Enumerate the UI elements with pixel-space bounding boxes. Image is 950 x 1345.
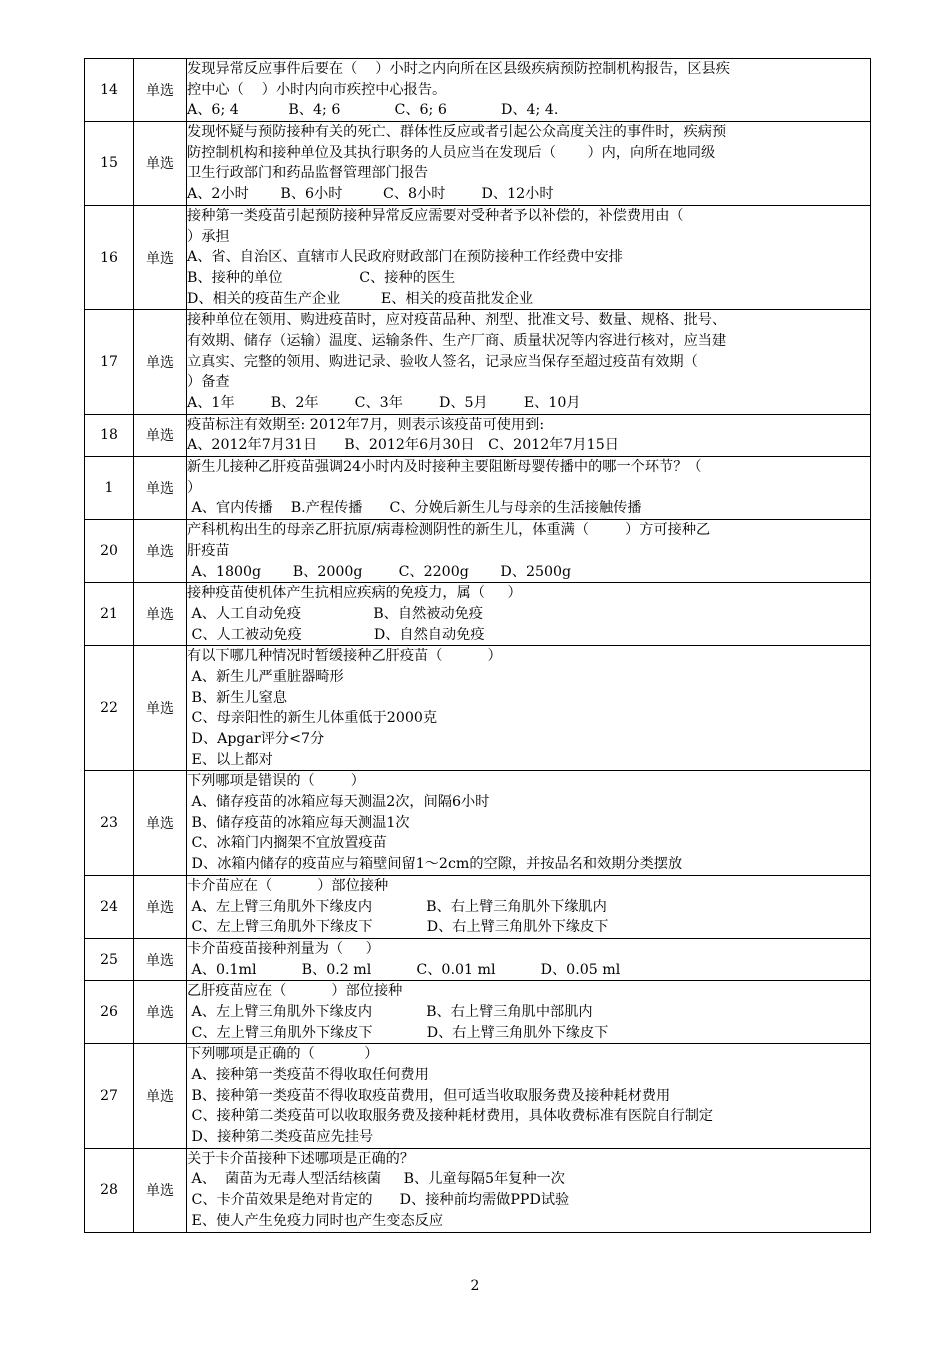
question-line: B、新生儿窒息 — [187, 689, 288, 706]
question-line: A、官内传播 B.产程传播 C、分娩后新生儿与母亲的生活接触传播 — [187, 500, 642, 517]
question-line: A、人工自动免疫 B、自然被动免疫 — [187, 605, 483, 622]
question-line: C、接种第二类疫苗可以收取服务费及接种耗材费用，具体收费标准有医院自行制定 — [187, 1108, 714, 1125]
question-line: A、0.1ml B、0.2 ml C、0.01 ml D、0.05 ml — [187, 961, 621, 978]
question-line: E、以上都对 — [187, 751, 273, 768]
question-number: 27 — [85, 1044, 134, 1148]
question-line: 卫生行政部门和药品监督管理部门报告 — [187, 165, 429, 182]
question-content — [187, 520, 871, 583]
question-content — [187, 414, 871, 456]
question-number: 22 — [85, 646, 134, 771]
question-stem: 新生儿接种乙肝疫苗强调24小时内及时接种主要阻断母婴传播中的哪一个环节？（ — [187, 459, 702, 476]
question-content — [187, 1044, 871, 1148]
question-stem: 下列哪项是正确的（ ） — [187, 1046, 379, 1063]
question-number: 21 — [85, 583, 134, 646]
question-type: 单选 — [134, 59, 187, 122]
question-row — [85, 457, 871, 520]
question-content — [187, 457, 871, 520]
question-line: A、1800g B、2000g C、2200g D、2500g — [187, 563, 572, 580]
question-line: A、2小时 B、6小时 C、8小时 D、12小时 — [187, 186, 554, 203]
question-line: A、1年 B、2年 C、3年 D、5月 E、10月 — [187, 395, 581, 411]
question-line: D、冰箱内储存的疫苗应与箱壁间留1～2cm的空隙，并按品名和效期分类摆放 — [187, 856, 683, 873]
question-stem: 疫苗标注有效期至: 2012年7月，则表示该疫苗可使用到: — [187, 416, 545, 433]
question-number: 24 — [85, 875, 134, 938]
question-row — [85, 646, 871, 771]
question-row — [85, 981, 871, 1044]
question-line: E、使人产生免疫力同时也产生变态反应 — [187, 1212, 444, 1229]
question-number: 23 — [85, 771, 134, 875]
question-content — [187, 646, 871, 771]
question-line: B、接种的单位 C、接种的医生 — [187, 269, 456, 286]
question-stem: 发现异常反应事件后要在（ ）小时之内向所在区县级疾病预防控制机构报告，区县疾 — [187, 61, 730, 77]
question-type: 单选 — [134, 1044, 187, 1148]
question-rows — [85, 59, 871, 1233]
question-row — [85, 583, 871, 646]
question-content — [187, 205, 871, 309]
question-line: D、相关的疫苗生产企业 E、相关的疫苗批发企业 — [187, 290, 534, 307]
question-content — [187, 938, 871, 980]
question-content — [187, 875, 871, 938]
question-stem: 产科机构出生的母亲乙肝抗原/病毒检测阴性的新生儿，体重满（ ）方可接种乙 — [187, 522, 711, 539]
question-stem: 下列哪项是错误的（ ） — [187, 773, 365, 790]
question-line: C、左上臂三角肌外下缘皮下 D、右上臂三角肌外下缘皮下 — [187, 1024, 609, 1041]
question-type: 单选 — [134, 310, 187, 414]
question-type: 单选 — [134, 875, 187, 938]
question-row — [85, 875, 871, 938]
question-line: 肝疫苗 — [187, 542, 230, 559]
question-stem: 乙肝疫苗应在（ ）部位接种 — [187, 983, 403, 1000]
question-type: 单选 — [134, 981, 187, 1044]
question-stem: 接种第一类疫苗引起预防接种异常反应需要对受种者予以补偿的，补偿费用由（ — [187, 207, 684, 224]
question-number: 17 — [85, 310, 134, 414]
question-type: 单选 — [134, 1148, 187, 1232]
question-number: 25 — [85, 938, 134, 980]
question-line: D、Apgar评分<7分 — [187, 731, 325, 747]
question-row — [85, 414, 871, 456]
question-number: 28 — [85, 1148, 134, 1232]
question-number: 15 — [85, 122, 134, 206]
question-number: 14 — [85, 59, 134, 122]
question-type: 单选 — [134, 122, 187, 206]
question-type: 单选 — [134, 457, 187, 520]
question-content — [187, 310, 871, 414]
question-content — [187, 122, 871, 206]
question-type: 单选 — [134, 938, 187, 980]
question-line: 防控制机构和接种单位及其执行职务的人员应当在发现后（ ）内，向所在地同级 — [187, 144, 716, 161]
question-content — [187, 981, 871, 1044]
question-type: 单选 — [134, 520, 187, 583]
question-line: A、 菌苗为无毒人型活结核菌 B、儿童每隔5年复种一次 — [187, 1171, 565, 1188]
question-number: 20 — [85, 520, 134, 583]
question-number: 1 — [85, 457, 134, 520]
question-line: C、人工被动免疫 D、自然自动免疫 — [187, 626, 485, 643]
question-stem: 接种单位在领用、购进疫苗时，应对疫苗品种、剂型、批准文号、数量、规格、批号、 — [187, 312, 727, 329]
question-stem: 接种疫苗使机体产生抗相应疾病的免疫力，属（ ） — [187, 585, 522, 602]
question-line: 有效期、储存（运输）温度、运输条件、生产厂商、质量状况等内容进行核对，应当建 — [187, 332, 727, 349]
question-table — [84, 58, 871, 1233]
question-number: 16 — [85, 205, 134, 309]
question-row — [85, 59, 871, 122]
question-row — [85, 122, 871, 206]
question-line: A、左上臂三角肌外下缘皮内 B、右上臂三角肌外下缘肌内 — [187, 898, 607, 915]
question-line: 立真实、完整的领用、购进记录、验收人签名，记录应当保存至超过疫苗有效期（ — [187, 353, 698, 370]
question-line: C、母亲阳性的新生儿体重低于2000克 — [187, 710, 438, 727]
question-content — [187, 583, 871, 646]
question-line: A、新生儿严重脏器畸形 — [187, 668, 344, 685]
question-line: ）承担 — [187, 228, 230, 245]
question-stem: 发现怀疑与预防接种有关的死亡、群体性反应或者引起公众高度关注的事件时，疾病预 — [187, 124, 727, 141]
question-type: 单选 — [134, 583, 187, 646]
question-number: 26 — [85, 981, 134, 1044]
page-number: 2 — [470, 1278, 480, 1294]
question-row — [85, 771, 871, 875]
question-row — [85, 310, 871, 414]
question-line: A、储存疫苗的冰箱应每天测温2次，间隔6小时 — [187, 794, 490, 811]
question-content — [187, 59, 871, 122]
question-row — [85, 938, 871, 980]
question-line: ）备查 — [187, 374, 230, 391]
question-line: A、2012年7月31日 B、2012年6月30日 C、2012年7月15日 — [187, 437, 619, 454]
question-row — [85, 205, 871, 309]
question-line: A、左上臂三角肌外下缘皮内 B、右上臂三角肌中部肌内 — [187, 1003, 593, 1020]
question-stem: 关于卡介苗接种下述哪项是正确的？ — [187, 1150, 415, 1167]
question-line: A、接种第一类疫苗不得收取任何费用 — [187, 1067, 429, 1083]
question-line: D、接种第二类疫苗应先挂号 — [187, 1129, 374, 1146]
question-row — [85, 520, 871, 583]
question-line: A、6; 4 B、4; 6 C、6; 6 D、4; 4. — [187, 102, 559, 119]
question-line: 控中心（ ）小时内向市疾控中心报告。 — [187, 81, 447, 98]
question-row — [85, 1044, 871, 1148]
question-content — [187, 771, 871, 875]
question-content — [187, 1148, 871, 1232]
question-line: C、左上臂三角肌外下缘皮下 D、右上臂三角肌外下缘皮下 — [187, 919, 609, 936]
question-type: 单选 — [134, 646, 187, 771]
question-row — [85, 1148, 871, 1232]
question-type: 单选 — [134, 414, 187, 456]
question-line: C、冰箱门内搁架不宜放置疫苗 — [187, 835, 387, 852]
question-number: 18 — [85, 414, 134, 456]
question-line: C、卡介苗效果是绝对肯定的 D、接种前均需做PPD试验 — [187, 1192, 570, 1209]
question-type: 单选 — [134, 205, 187, 309]
question-type: 单选 — [134, 771, 187, 875]
question-line: B、接种第一类疫苗不得收取疫苗费用，但可适当收取服务费及接种耗材费用 — [187, 1087, 671, 1104]
question-stem: 卡介苗应在（ ）部位接种 — [187, 877, 389, 894]
question-stem: 有以下哪几种情况时暂缓接种乙肝疫苗（ ） — [187, 648, 502, 665]
question-line: B、储存疫苗的冰箱应每天测温1次 — [187, 814, 410, 831]
question-stem: 卡介苗疫苗接种剂量为（ ） — [187, 940, 380, 957]
question-line: ） — [187, 479, 202, 496]
question-line: A、省、自治区、直辖市人民政府财政部门在预防接种工作经费中安排 — [187, 249, 623, 266]
